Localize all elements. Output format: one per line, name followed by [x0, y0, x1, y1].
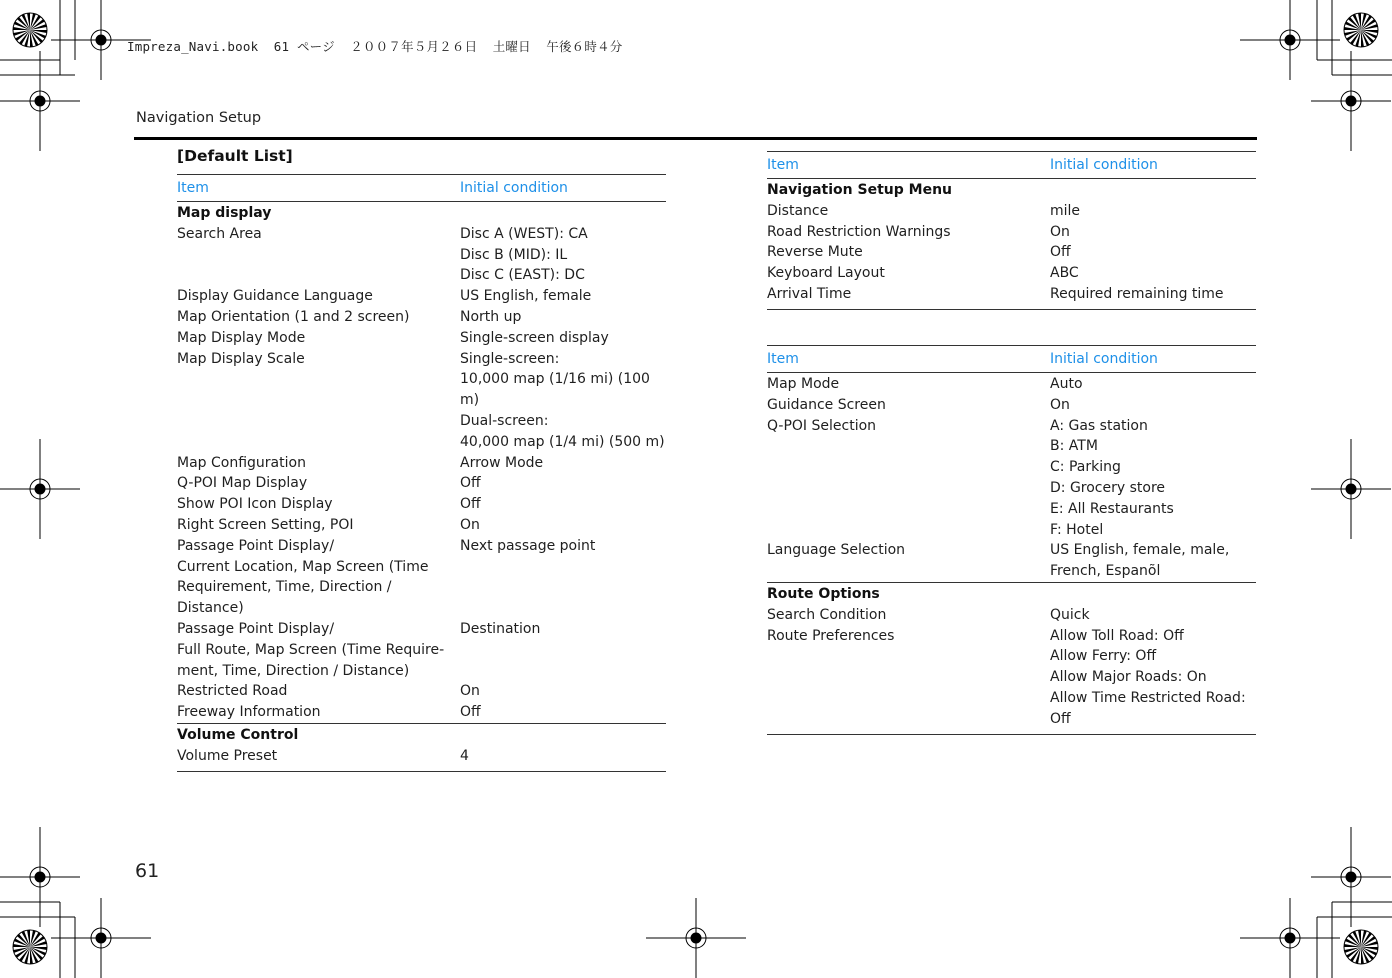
value-cell	[1050, 263, 1256, 284]
value-cell	[1050, 626, 1256, 734]
item-cell	[767, 242, 1050, 263]
value-cell-line: 10,000 map (1/16 mi) (100 m)	[460, 371, 650, 409]
table-row	[177, 307, 666, 328]
table-row	[767, 284, 1256, 309]
value-cell-line: Allow Time Restricted Road:	[1050, 689, 1246, 706]
map-route-options-table	[767, 345, 1256, 735]
item-cell	[767, 201, 1050, 222]
value-cell	[460, 328, 666, 349]
value-cell	[460, 224, 666, 286]
item-cell	[767, 540, 1050, 582]
value-cell	[1050, 605, 1256, 626]
value-cell-line: Allow Ferry: Off	[1050, 648, 1157, 665]
item-cell-line: Passage Point Display/	[177, 537, 335, 554]
value-cell	[1050, 395, 1256, 416]
item-cell	[177, 349, 460, 453]
value-cell-line: On	[460, 683, 480, 700]
value-cell-line: US English, female	[460, 288, 592, 305]
value-cell-line: Off	[1050, 710, 1071, 727]
value-cell	[460, 619, 666, 681]
default-list-table	[177, 174, 666, 772]
value-cell-line: Allow Major Roads: On	[1050, 669, 1207, 686]
header-rule	[134, 137, 1257, 140]
category-row	[767, 582, 1256, 604]
value-cell-line: Dual-screen:	[460, 412, 549, 429]
column-header-item: Item	[767, 152, 1050, 179]
category-label: Volume Control	[177, 723, 666, 745]
table-row	[767, 395, 1256, 416]
item-cell	[177, 494, 460, 515]
item-cell-line: Current Location, Map Screen (Time	[177, 558, 429, 575]
value-cell-line: Destination	[460, 620, 541, 637]
starburst-mark	[13, 930, 47, 964]
item-cell-line: Reverse Mute	[767, 244, 863, 261]
item-cell-line: Distance	[767, 202, 829, 219]
value-cell-line: A: Gas station	[1050, 417, 1148, 434]
column-header-initial: Initial condition	[1050, 346, 1256, 373]
print-slug: Impreza_Navi.book 61 ページ ２００７年５月２６日 土曜日 午後６時４分	[127, 39, 623, 54]
item-cell	[177, 328, 460, 349]
table-row	[767, 242, 1256, 263]
value-cell-line: Off	[1050, 244, 1071, 261]
category-label: Map display	[177, 205, 272, 221]
table-row	[767, 416, 1256, 541]
table-row	[177, 702, 666, 723]
item-cell-line: Language Selection	[767, 542, 906, 559]
item-cell-line: Road Restriction Warnings	[767, 223, 951, 240]
table-row	[767, 626, 1256, 734]
item-cell	[177, 307, 460, 328]
item-cell-line: Map Mode	[767, 376, 840, 392]
item-cell-line: Map Display Mode	[177, 329, 306, 346]
value-cell-line: Disc B (MID): IL	[460, 246, 568, 263]
starburst-mark	[13, 13, 47, 47]
item-cell-line: Q-POI Map Display	[177, 475, 308, 492]
item-cell-line: Freeway Information	[177, 704, 321, 721]
table-row	[767, 263, 1256, 284]
section-title: Navigation Setup	[136, 110, 262, 126]
column-header-initial: Initial condition	[1050, 152, 1256, 179]
table-row	[177, 453, 666, 474]
value-cell-line: US English, female, male,	[1050, 542, 1230, 559]
value-cell	[460, 307, 666, 328]
table-row	[177, 681, 666, 702]
value-cell	[1050, 416, 1256, 541]
item-cell	[767, 222, 1050, 243]
table-row	[177, 224, 666, 286]
value-cell-line: B: ATM	[1050, 438, 1098, 455]
value-cell-line: On	[1050, 223, 1070, 240]
item-cell-line: Search Condition	[767, 606, 887, 623]
navigation-setup-menu-table	[767, 151, 1256, 310]
value-cell	[1050, 540, 1256, 582]
item-cell-line: Search Area	[177, 225, 262, 242]
value-cell-line: C: Parking	[1050, 459, 1121, 476]
value-cell-line: D: Grocery store	[1050, 479, 1166, 496]
item-cell-line: Q-POI Selection	[767, 417, 877, 434]
item-cell-line: Volume Preset	[177, 747, 278, 764]
table-header-row	[767, 152, 1256, 179]
value-cell	[460, 349, 666, 453]
item-cell-line: Restricted Road	[177, 683, 288, 700]
item-cell-line: Guidance Screen	[767, 396, 886, 413]
item-cell-line: Map Orientation (1 and 2 screen)	[177, 308, 410, 325]
item-cell	[767, 605, 1050, 626]
table-row	[767, 201, 1256, 222]
table-row	[177, 536, 666, 619]
value-cell-line: Off	[460, 704, 481, 721]
table-header-row	[177, 175, 666, 202]
column-header-item: Item	[177, 175, 460, 202]
value-cell	[460, 473, 666, 494]
value-cell-line: Auto	[1050, 376, 1083, 392]
item-cell-line: Keyboard Layout	[767, 265, 885, 282]
item-cell-line: Passage Point Display/	[177, 620, 335, 637]
item-cell-line: Show POI Icon Display	[177, 496, 333, 513]
starburst-mark	[1344, 13, 1378, 47]
item-cell	[177, 473, 460, 494]
value-cell-line: Single-screen:	[460, 350, 560, 367]
value-cell	[1050, 201, 1256, 222]
item-cell	[177, 286, 460, 307]
value-cell-line: Off	[460, 496, 481, 513]
item-cell	[177, 746, 460, 771]
value-cell-line: Arrow Mode	[460, 454, 544, 471]
value-cell-line: Allow Toll Road: Off	[1050, 627, 1184, 644]
value-cell-line: Next passage point	[460, 537, 596, 554]
value-cell	[460, 681, 666, 702]
item-cell	[177, 453, 460, 474]
table-row	[177, 619, 666, 681]
value-cell-line: On	[1050, 396, 1070, 413]
value-cell-line: Off	[460, 475, 481, 492]
item-cell-line: Full Route, Map Screen (Time Require-	[177, 641, 445, 658]
item-cell-line: Map Display Scale	[177, 350, 305, 367]
value-cell-line: Disc A (WEST): CA	[460, 225, 588, 242]
value-cell-line: Quick	[1050, 606, 1090, 623]
item-cell	[177, 224, 460, 286]
item-cell	[767, 395, 1050, 416]
column-header-item: Item	[767, 346, 1050, 373]
value-cell-line: On	[460, 516, 480, 533]
value-cell	[460, 536, 666, 619]
value-cell	[1050, 373, 1256, 395]
value-cell	[460, 746, 666, 771]
value-cell-line: F: Hotel	[1050, 521, 1104, 538]
item-cell	[767, 416, 1050, 541]
table-row	[177, 286, 666, 307]
item-cell	[177, 702, 460, 723]
value-cell-line: ABC	[1050, 265, 1079, 282]
item-cell-line: Map Configuration	[177, 454, 306, 471]
item-cell-line: Arrival Time	[767, 285, 852, 302]
value-cell	[1050, 222, 1256, 243]
value-cell	[1050, 242, 1256, 263]
value-cell-line: E: All Restaurants	[1050, 500, 1174, 517]
category-label: Route Options	[767, 582, 1256, 604]
item-cell-line: Route Preferences	[767, 627, 895, 644]
item-cell	[767, 626, 1050, 734]
value-cell-line: Required remaining time	[1050, 285, 1224, 302]
table-row	[177, 515, 666, 536]
item-cell	[177, 681, 460, 702]
table-row	[177, 494, 666, 515]
table-row	[177, 349, 666, 453]
value-cell	[460, 515, 666, 536]
table-row	[177, 473, 666, 494]
value-cell	[460, 286, 666, 307]
category-row	[177, 723, 666, 745]
value-cell-line: French, Espanõl	[1050, 563, 1161, 580]
table-row	[767, 373, 1256, 395]
item-cell	[767, 284, 1050, 309]
default-list-title: [Default List]	[177, 147, 293, 165]
table-row	[767, 540, 1256, 582]
column-header-initial: Initial condition	[460, 175, 666, 202]
value-cell-line: North up	[460, 308, 522, 325]
table-row	[177, 328, 666, 349]
table-header-row	[767, 346, 1256, 373]
value-cell	[1050, 284, 1256, 309]
table-row	[767, 605, 1256, 626]
page-number: 61	[135, 860, 160, 882]
value-cell-line: mile	[1050, 202, 1081, 219]
value-cell-line: Single-screen display	[460, 329, 609, 346]
category-row	[177, 202, 666, 224]
table-row	[177, 746, 666, 771]
item-cell-line: Display Guidance Language	[177, 288, 373, 305]
item-cell	[767, 263, 1050, 284]
value-cell	[460, 702, 666, 723]
value-cell-line: 40,000 map (1/4 mi) (500 m)	[460, 433, 665, 450]
item-cell	[177, 515, 460, 536]
value-cell	[460, 453, 666, 474]
item-cell-line: ment, Time, Direction / Distance)	[177, 662, 410, 679]
item-cell-line: Requirement, Time, Direction / Distance)	[177, 579, 392, 617]
item-cell	[767, 373, 1050, 395]
value-cell-line: 4	[460, 747, 469, 764]
category-label: Navigation Setup Menu	[767, 182, 953, 198]
item-cell-line: Right Screen Setting, POI	[177, 516, 354, 533]
category-row	[767, 179, 1256, 201]
item-cell	[177, 536, 460, 619]
value-cell	[460, 494, 666, 515]
table-row	[767, 222, 1256, 243]
starburst-mark	[1344, 930, 1378, 964]
value-cell-line: Disc C (EAST): DC	[460, 267, 585, 284]
item-cell	[177, 619, 460, 681]
